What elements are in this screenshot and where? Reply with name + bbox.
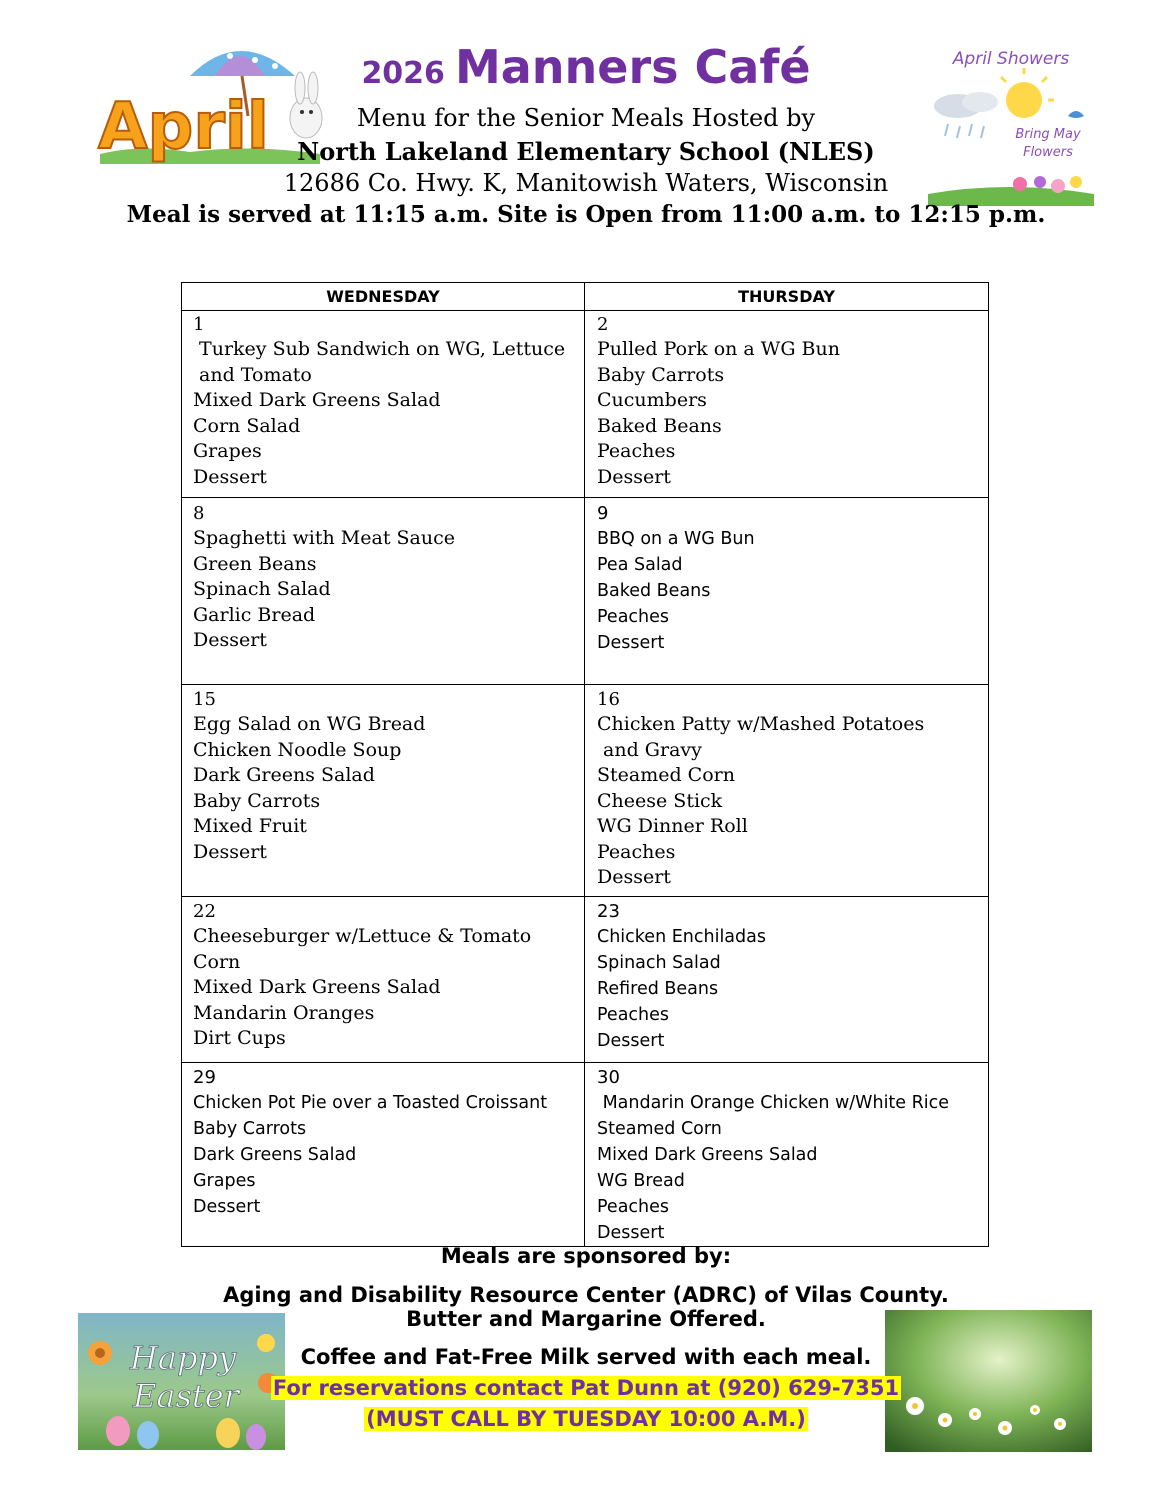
- menu-item: Baby Carrots: [597, 363, 725, 386]
- day-number: 1: [193, 314, 205, 335]
- day-number: 15: [193, 689, 216, 710]
- menu-item: Mixed Dark Greens Salad: [193, 389, 441, 411]
- menu-item: and Tomato: [193, 363, 312, 386]
- menu-item: Dessert: [597, 1223, 665, 1243]
- title-year: 2026: [361, 56, 445, 91]
- header-school-name: North Lakeland Elementary School (NLES): [297, 137, 875, 166]
- menu-item: BBQ on a WG Bun: [597, 529, 755, 549]
- easter-text-easter: Easter: [133, 1377, 239, 1415]
- header-hosted-by: Menu for the Senior Meals Hosted by: [356, 104, 816, 132]
- day-number: 9: [597, 503, 609, 524]
- showers-sub2: Flowers: [1023, 145, 1073, 160]
- day-number: 2: [597, 314, 609, 335]
- menu-item: Peaches: [597, 840, 676, 863]
- menu-item: Mixed Fruit: [193, 815, 307, 837]
- day-number: 30: [597, 1067, 620, 1088]
- menu-item: Cheese Stick: [597, 789, 723, 812]
- menu-item: Mixed Dark Greens Salad: [597, 1145, 818, 1165]
- menu-item: Chicken Enchiladas: [597, 927, 766, 947]
- menu-table: [181, 282, 989, 1247]
- column-header-wednesday: WEDNESDAY: [182, 283, 584, 311]
- day-number: 29: [193, 1067, 216, 1088]
- menu-item: Garlic Bread: [193, 603, 316, 626]
- menu-item: Peaches: [597, 607, 670, 627]
- menu-cell-wed-29: [193, 1066, 583, 1220]
- day-number: 16: [597, 689, 620, 710]
- menu-item: Dark Greens Salad: [193, 764, 375, 786]
- menu-item: Mandarin Oranges: [193, 1001, 375, 1024]
- menu-item: Chicken Patty w/Mashed Potatoes: [597, 713, 925, 735]
- menu-item: Dessert: [193, 629, 267, 651]
- deadline-line: [0, 1407, 1172, 1431]
- showers-title: April Showers: [952, 49, 1070, 69]
- menu-item: Spaghetti with Meat Sauce: [193, 527, 455, 549]
- row-divider: [182, 1062, 988, 1063]
- menu-item: Pulled Pork on a WG Bun: [597, 338, 840, 360]
- menu-item: Baked Beans: [597, 414, 722, 437]
- menu-item: and Gravy: [597, 738, 702, 761]
- easter-text-happy: Happy: [129, 1339, 237, 1377]
- reservations-contact: For reservations contact Pat Dunn at (920) 629-7351: [272, 1376, 900, 1400]
- menu-item: Peaches: [597, 1197, 670, 1217]
- menu-item: Baked Beans: [597, 581, 711, 601]
- cafe-name: Manners Café: [454, 40, 811, 94]
- column-divider: [584, 283, 585, 1246]
- menu-item: Chicken Noodle Soup: [193, 738, 402, 761]
- menu-item: Dessert: [597, 866, 671, 888]
- reservation-deadline: (MUST CALL BY TUESDAY 10:00 A.M.): [366, 1407, 806, 1431]
- menu-cell-thu-16: [597, 688, 987, 891]
- menu-item: Cheeseburger w/Lettuce & Tomato: [193, 925, 532, 947]
- menu-cell-wed-22: [193, 900, 583, 1052]
- day-number: 23: [597, 901, 620, 922]
- menu-item: Dessert: [597, 633, 665, 653]
- menu-item: Corn Salad: [193, 414, 301, 437]
- menu-item: Baby Carrots: [193, 1119, 307, 1139]
- sponsored-by-heading: Meals are sponsored by:: [440, 1244, 732, 1268]
- menu-cell-thu-30: [597, 1066, 987, 1246]
- menu-cell-wed-15: [193, 688, 583, 865]
- butter-note: Butter and Margarine Offered.: [406, 1307, 766, 1331]
- menu-item: Grapes: [193, 440, 262, 462]
- header-address: 12686 Co. Hwy. K, Manitowish Waters, Wisconsin: [283, 169, 889, 197]
- menu-item: Cucumbers: [597, 389, 707, 411]
- menu-item: Turkey Sub Sandwich on WG, Lettuce: [193, 338, 566, 360]
- reservations-line: [0, 1376, 1172, 1400]
- sponsor-adrc: Aging and Disability Resource Center (ADRC) of Vilas County.: [223, 1283, 949, 1307]
- menu-item: Pea Salad: [597, 555, 683, 575]
- menu-item: Dark Greens Salad: [193, 1145, 357, 1165]
- row-divider: [182, 684, 988, 685]
- coffee-note: Coffee and Fat-Free Milk served with each meal.: [300, 1345, 872, 1369]
- menu-item: Green Beans: [193, 552, 317, 575]
- menu-item: Grapes: [193, 1171, 256, 1191]
- menu-item: Dessert: [193, 465, 267, 488]
- menu-item: Spinach Salad: [193, 578, 331, 600]
- menu-item: Dirt Cups: [193, 1027, 286, 1049]
- menu-item: WG Bread: [597, 1171, 685, 1191]
- menu-cell-wed-8: [193, 502, 583, 654]
- menu-item: Dessert: [597, 1031, 665, 1051]
- menu-item: Spinach Salad: [597, 953, 721, 973]
- menu-cell-thu-2: [597, 313, 987, 490]
- menu-item: Mandarin Orange Chicken w/White Rice: [597, 1093, 950, 1113]
- page-title: [0, 40, 1172, 94]
- menu-cell-thu-9: [597, 502, 987, 656]
- day-number: 22: [193, 901, 216, 922]
- menu-item: Dessert: [193, 840, 267, 863]
- row-divider: [182, 896, 988, 897]
- april-logo-text: April: [98, 90, 269, 164]
- menu-item: Steamed Corn: [597, 764, 735, 786]
- menu-item: WG Dinner Roll: [597, 815, 748, 837]
- column-header-thursday: THURSDAY: [585, 283, 988, 311]
- menu-item: Refired Beans: [597, 979, 719, 999]
- menu-cell-wed-1: [193, 313, 583, 490]
- menu-cell-thu-23: [597, 900, 987, 1054]
- menu-item: Peaches: [597, 1005, 670, 1025]
- menu-item: Baby Carrots: [193, 789, 321, 812]
- menu-item: Dessert: [193, 1197, 261, 1217]
- menu-item: Corn: [193, 950, 241, 973]
- day-number: 8: [193, 503, 205, 524]
- menu-item: Dessert: [597, 465, 671, 488]
- menu-item: Peaches: [597, 440, 676, 462]
- row-divider: [182, 497, 988, 498]
- header-serving-times: Meal is served at 11:15 a.m. Site is Open from 11:00 a.m. to 12:15 p.m.: [126, 201, 1046, 228]
- menu-item: Chicken Pot Pie over a Toasted Croissant: [193, 1093, 548, 1113]
- menu-item: Egg Salad on WG Bread: [193, 713, 426, 735]
- menu-item: Steamed Corn: [597, 1119, 722, 1139]
- menu-item: Mixed Dark Greens Salad: [193, 976, 441, 998]
- showers-sub1: Bring May: [1015, 127, 1081, 142]
